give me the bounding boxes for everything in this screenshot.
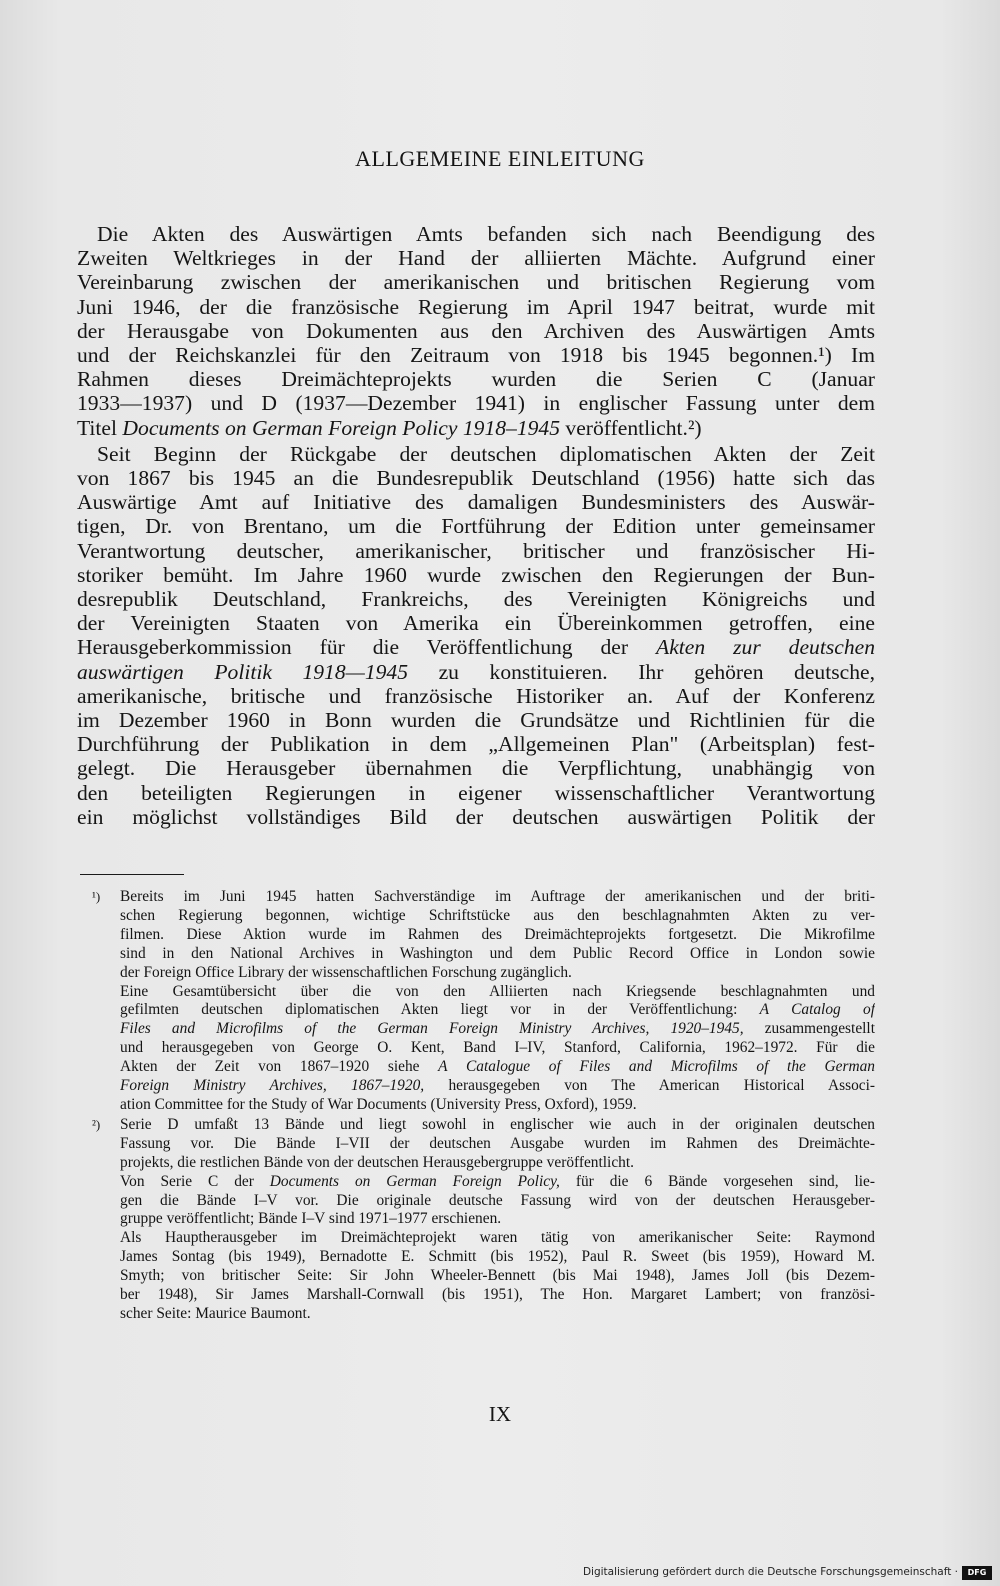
- text-line: Verantwortung deutscher, amerikanischer, britischer und französischer Hi-: [77, 538, 875, 563]
- text-run: herausgegeben von The American Historical Associ-: [424, 1077, 875, 1095]
- footnotes: [90, 888, 875, 1325]
- dfg-logo-icon: DFG: [962, 1566, 992, 1580]
- footnote-line: [120, 1077, 875, 1096]
- text-line: ein möglichst vollständiges Bild der deutschen auswärtigen Politik der: [77, 804, 875, 829]
- text-line: storiker bemüht. Im Jahre 1960 wurde zwischen den Regierungen der Bun-: [77, 562, 875, 587]
- footnote-line: schen Regierung begonnen, wichtige Schriftstücke aus den beschlagnahmten Akten zu ver-: [120, 906, 875, 924]
- footnote-line: scher Seite: Maurice Baumont.: [120, 1304, 311, 1322]
- footnote-divider: [80, 874, 184, 875]
- text-line: von 1867 bis 1945 an die Bundesrepublik Deutschland (1956) hatte sich das: [77, 466, 875, 491]
- footnote-line: ation Committee for the Study of War Documents (University Press, Oxford), 1959.: [120, 1095, 637, 1113]
- footnote-mark: ¹): [92, 889, 101, 904]
- text-run: veröffentlicht.²): [560, 415, 702, 440]
- footnote-line: Als Hauptherausgeber im Dreimächteprojekt waren tätig von amerikanischer Seite: Raymond: [120, 1229, 875, 1247]
- text-line: desrepublik Deutschland, Frankreichs, des Vereinigten Königreichs und: [77, 587, 875, 612]
- footnote-line: James Sontag (bis 1949), Bernadotte E. Schmitt (bis 1952), Paul R. Sweet (bis 1959), Howard M.: [120, 1248, 875, 1266]
- text-run: gefilmten deutschen diplomatischen Akten liegt vor in der Veröffentlichung:: [120, 1001, 760, 1019]
- page-number: IX: [488, 1402, 512, 1426]
- italic-title: auswärtigen Politik 1918—1945: [77, 659, 409, 684]
- text-run: Herausgeberkommission für die Veröffentlichung der: [77, 635, 657, 660]
- text-run: zu konstituieren. Ihr gehören deutsche,: [408, 659, 875, 684]
- italic-title: Files and Microfilms of the German Foreign Ministry Archives, 1920–1945,: [120, 1020, 744, 1038]
- paragraph-1: [77, 222, 875, 440]
- footnote-line: [120, 1001, 875, 1020]
- text-line: Rahmen dieses Dreimächteprojekts wurden die Serien C (Januar: [77, 367, 875, 392]
- footnote-line: filmen. Diese Aktion wurde im Rahmen des Dreimächteprojekts fortgesetzt. Die Mikrofilme: [120, 925, 875, 943]
- text-line: amerikanische, britische und französische Historiker an. Auf der Konferenz: [77, 683, 875, 708]
- text-run: Titel: [77, 415, 123, 440]
- footnote-mark: ²): [92, 1116, 101, 1132]
- text-line: gelegt. Die Herausgeber übernahmen die Verpflichtung, unabhängig von: [77, 756, 875, 781]
- footnote-line: Serie D umfaßt 13 Bände und liegt sowohl in englischer wie auch in der originalen deutschen: [120, 1115, 875, 1133]
- footnote-line: gruppe veröffentlicht; Bände I–V sind 1971–1977 erschienen.: [120, 1210, 502, 1228]
- text-line: den beteiligten Regierungen in eigener wissenschaftlicher Verantwortung: [77, 780, 875, 805]
- italic-title: A Catalog of: [759, 1001, 875, 1019]
- text-line: Durchführung der Publikation in dem „Allgemeinen Plan" (Arbeitsplan) fest-: [77, 732, 875, 757]
- italic-title: Akten zur deutschen: [656, 635, 875, 660]
- footnote-line: [120, 1020, 875, 1039]
- text-line: Auswärtige Amt auf Initiative des damaligen Bundesministers des Auswär-: [77, 490, 875, 515]
- footnote-line: Fassung vor. Die Bände I–VII der deutschen Ausgabe wurden im Rahmen des Dreimächte-: [120, 1134, 875, 1152]
- text-line: [77, 635, 875, 659]
- footnote-line: und herausgegeben von George O. Kent, Band I–IV, Stanford, California, 1962–1972. Für die: [120, 1039, 875, 1057]
- text-line: Juni 1946, der die französische Regierung im April 1947 beitrat, wurde mit: [77, 294, 875, 319]
- italic-title: Documents on German Foreign Policy 1918–1945: [122, 415, 561, 440]
- footnote-line: [120, 1058, 875, 1077]
- footnote-line: projekts, die restlichen Bände von der deutschen Herausgebergruppe veröffentlicht.: [120, 1153, 634, 1171]
- digitization-credit: Digitalisierung gefördert durch die Deutsche Forschungsgemeinschaft ·: [582, 1566, 958, 1578]
- text-line: 1933—1937) und D (1937—Dezember 1941) in englischer Fassung unter dem: [77, 391, 875, 416]
- footnote-line: [120, 1173, 875, 1192]
- footnote-1: [90, 888, 875, 1115]
- footnote-line: gen die Bände I–V vor. Die originale deutsche Fassung wird von der deutschen Herausgeber-: [120, 1191, 875, 1209]
- text-run: Akten der Zeit von 1867–1920 siehe: [120, 1058, 439, 1076]
- text-line: [77, 660, 875, 684]
- text-line: Vereinbarung zwischen der amerikanischen und britischen Regierung vom: [77, 270, 875, 295]
- text-line: Die Akten des Auswärtigen Amts befanden sich nach Beendigung des: [97, 222, 875, 246]
- main-text: [77, 222, 875, 829]
- text-run: zusammengestellt: [743, 1020, 875, 1038]
- footnote-2: [90, 1116, 875, 1324]
- text-line: Seit Beginn der Rückgabe der deutschen diplomatischen Akten der Zeit: [97, 441, 875, 466]
- italic-title: A Catalogue of Files and Microfilms of the German: [438, 1058, 875, 1076]
- text-line: im Dezember 1960 in Bonn wurden die Grundsätze und Richtlinien für die: [77, 708, 875, 733]
- text-line: Zweiten Weltkrieges in der Hand der alliierten Mächte. Aufgrund einer: [77, 246, 875, 271]
- text-line: [77, 416, 875, 440]
- footnote-line: Eine Gesamtübersicht über die von den Alliierten nach Kriegsende beschlagnahmten und: [120, 982, 875, 1000]
- text-line: und der Reichskanzlei für den Zeitraum von 1918 bis 1945 begonnen.¹) Im: [77, 343, 875, 368]
- text-run: Von Serie C der: [120, 1172, 270, 1190]
- page-title: ALLGEMEINE EINLEITUNG: [355, 146, 645, 171]
- footnote-line: der Foreign Office Library der wissenschaftlichen Forschung zugänglich.: [120, 963, 572, 981]
- footnote-line: Bereits im Juni 1945 hatten Sachverständige im Auftrage der amerikanischen und der briti-: [120, 888, 875, 905]
- italic-title: Foreign Ministry Archives, 1867–1920,: [120, 1077, 425, 1095]
- italic-title: Documents on German Foreign Policy,: [269, 1172, 560, 1190]
- footnote-line: sind in den National Archives in Washington und dem Public Record Office in London sowie: [120, 944, 875, 962]
- footnote-line: ber 1948), Sir James Marshall-Cornwall (bis 1951), The Hon. Margaret Lambert; von französi-: [120, 1286, 875, 1304]
- text-run: für die 6 Bände vorgesehen sind, lie-: [559, 1172, 875, 1190]
- paragraph-2: [77, 442, 875, 829]
- text-line: tigen, Dr. von Brentano, um die Fortführung der Edition unter gemeinsamer: [77, 514, 875, 539]
- text-line: der Vereinigten Staaten von Amerika ein Übereinkommen getroffen, eine: [77, 611, 875, 636]
- footnote-line: Smyth; von britischer Seite: Sir John Wheeler-Bennett (bis Mai 1948), James Joll (bis Dezem-: [120, 1267, 875, 1285]
- text-line: der Herausgabe von Dokumenten aus den Archiven des Auswärtigen Amts: [77, 318, 875, 343]
